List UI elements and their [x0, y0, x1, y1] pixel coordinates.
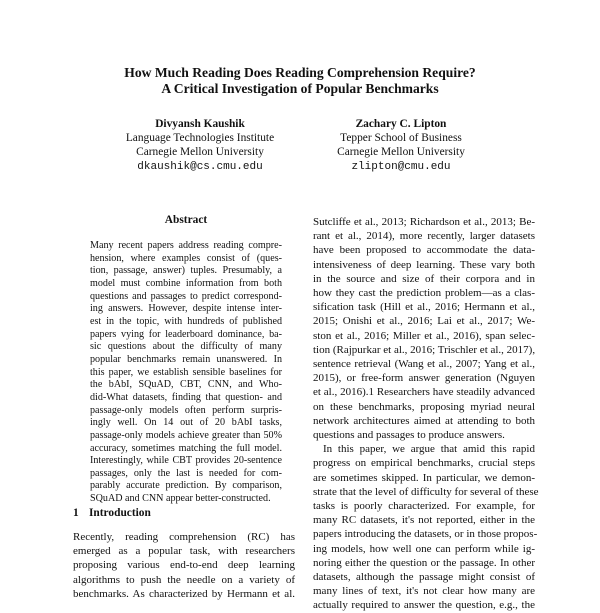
text-line: sic questions about the difficulty of many: [90, 341, 282, 353]
right-column-body: [313, 215, 539, 613]
text-line: Interestingly, while CBT provides 20-sentence: [90, 455, 282, 467]
text-line: ingly well. On 14 out of 20 bAbI tasks,: [90, 417, 282, 429]
text-line: in the source and size of their corpora and in: [313, 272, 535, 285]
paper-title-line-2: A Critical Investigation of Popular Benchmarks: [161, 81, 439, 96]
text-line: tasks is poorly characterized. For example, for: [313, 500, 535, 513]
text-line: hension, where examples consist of (ques-: [90, 252, 282, 264]
text-line: emerged as a popular task, with researchers: [73, 545, 295, 558]
text-line: the bAbI, SQuAD, CBT, CNN, and Who-: [90, 379, 282, 391]
author-name: Divyansh Kaushik: [155, 118, 245, 130]
author-affiliation: Language Technologies Institute: [125, 132, 275, 145]
author-university: Carnegie Mellon University: [337, 146, 465, 159]
text-line: Many recent papers address reading compre-: [90, 240, 282, 251]
text-line: datasets, although the passage might consist of: [313, 571, 535, 584]
text-line: sentence retrieval (Wang et al., 2007; Yang et al.,: [313, 358, 535, 371]
text-line: ing models, how well one can perform while ig-: [313, 542, 535, 555]
text-line: have been proposed to accommodate the data-: [313, 244, 535, 257]
section-title: Introduction: [89, 507, 151, 519]
text-line: est in the topic, with hundreds of published: [90, 315, 282, 327]
text-line: parably accurate prediction. By comparison,: [90, 480, 282, 492]
section-heading-introduction: [73, 506, 151, 520]
text-line: actually required to answer the question, e.g., the: [313, 599, 535, 612]
text-line: are sometimes skipped. In particular, we demon-: [313, 471, 535, 484]
text-line: intensiveness of deep learning. These vary both: [313, 258, 535, 271]
text-line: algorithms to push the needle on a variety of: [73, 573, 295, 586]
text-line: ing answers. However, despite intense inter-: [90, 303, 282, 315]
text-line: how they cast the prediction problem—as a clas-: [313, 287, 535, 300]
introduction-body: [73, 530, 295, 601]
text-line: passage-only models often perform surpris-: [90, 404, 282, 416]
text-line: 2015; Onishi et al., 2016; Lai et al., 2017; We-: [313, 315, 535, 328]
text-line: et al., 2016).1 Researchers have steadily advanced: [313, 386, 535, 399]
text-line: Recently, reading comprehension (RC) has: [73, 531, 295, 543]
text-line: benchmarks. As characterized by Hermann et al.: [73, 587, 295, 600]
author-email: dkaushik@cs.cmu.edu: [137, 160, 263, 173]
author-block: [271, 117, 531, 174]
text-line: many lines of text, it's not clear how many are: [313, 585, 535, 598]
text-line: many RC datasets, it's not reported, either in the: [313, 514, 535, 527]
text-line: proposing various end-to-end deep learning: [73, 559, 295, 572]
text-line: In this paper, we argue that amid this rapid: [323, 443, 535, 456]
text-line: network architectures aimed at attending to both: [313, 414, 535, 427]
author-email: zlipton@cmu.edu: [351, 160, 451, 173]
text-line: passages, only the last is needed for com-: [90, 467, 282, 479]
section-number: 1: [73, 507, 79, 519]
text-line: this paper, we establish sensible baselines for: [90, 366, 282, 378]
text-line: passage-only models achieve greater than 50%: [90, 429, 282, 441]
author-name: Zachary C. Lipton: [355, 118, 447, 130]
text-line: SQuAD and CNN appear better-constructed.: [90, 493, 271, 505]
text-line: model must combine information from both: [90, 277, 282, 289]
text-line: 2015), or free-form answer generation (Nguyen: [313, 372, 535, 385]
author-university: Carnegie Mellon University: [136, 146, 264, 159]
text-line: papers introducing the datasets, or in those propos-: [313, 528, 538, 541]
author-affiliation: Tepper School of Business: [340, 132, 462, 145]
text-line: popular benchmarks remain unanswered. In: [90, 353, 282, 365]
text-line: papers vying for leaderboard dominance, ba-: [90, 328, 282, 340]
abstract-heading: Abstract: [164, 214, 208, 226]
text-line: progress on empirical benchmarks, crucial steps: [313, 457, 535, 470]
text-line: ston et al., 2016; Miller et al., 2016), span selec-: [313, 329, 535, 342]
text-line: on these benchmarks, proposing myriad neural: [313, 400, 535, 413]
text-line: tion, passage, answer) tuples. Presumably, a: [90, 265, 282, 277]
paper-title-line-1: How Much Reading Does Reading Comprehension Require?: [124, 65, 476, 80]
text-line: tion (Rajpurkar et al., 2016; Trischler et al., 2017),: [313, 343, 536, 356]
text-line: questions and passages to produce answers.: [313, 429, 505, 442]
text-line: questions and passages to predict correspond-: [90, 290, 282, 302]
text-line: noring either the question or the passage. In other: [313, 556, 535, 569]
text-line: did-What datasets, finding that question- and: [90, 391, 282, 403]
abstract-body: [90, 240, 282, 506]
text-line: accuracy, sometimes matching the full model.: [90, 442, 282, 454]
text-line: Sutcliffe et al., 2013; Richardson et al., 2013; Be-: [313, 216, 535, 228]
text-line: strate that the level of difficulty for several of these: [313, 485, 539, 498]
text-line: sification task (Hill et al., 2016; Hermann et al.,: [313, 301, 535, 314]
text-line: rant et al., 2014), more recently, larger datasets: [313, 230, 535, 243]
